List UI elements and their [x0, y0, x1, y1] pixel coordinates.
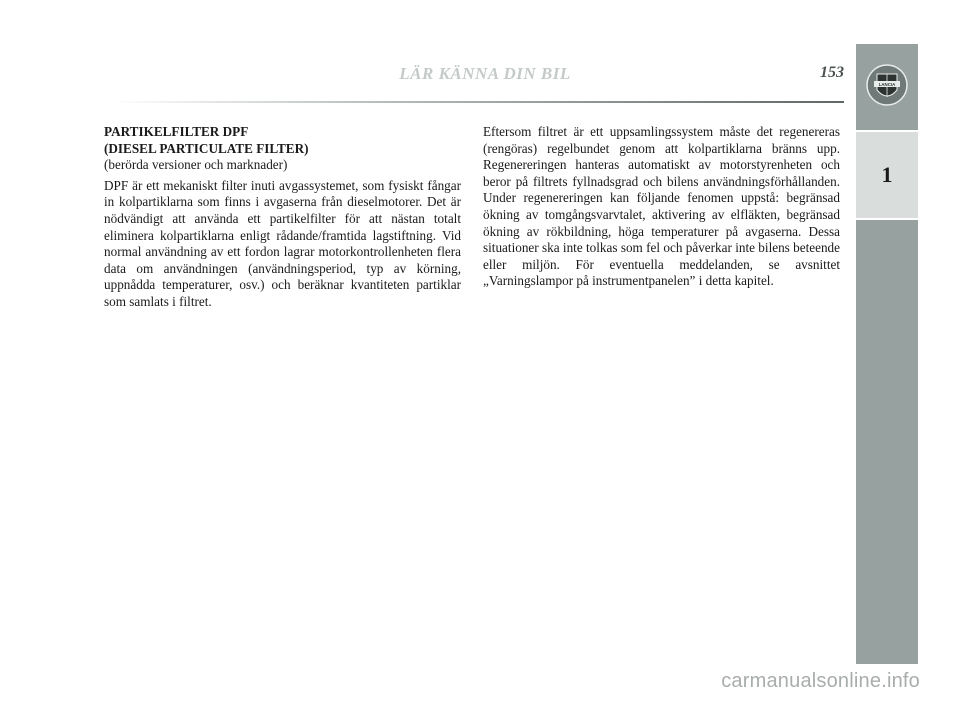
lancia-shield-icon	[865, 60, 909, 110]
left-column	[104, 124, 461, 311]
logo-container	[856, 44, 918, 126]
section-subheading: (berörda versioner och marknader)	[104, 157, 288, 173]
chapter-number: 1	[856, 130, 918, 220]
header-rule	[112, 101, 844, 103]
watermark: carmanualsonline.info	[721, 670, 920, 692]
page-number: 153	[820, 64, 844, 81]
chapter-side-tab	[856, 44, 918, 664]
right-body-paragraph: Eftersom filtret är ett uppsamlingssystem måste det regenereras (rengöras) regelbundet genom att kolpartiklarna bränns upp. Regenereringen hanteras automatiskt av motorstyrenheten och beror på filtrets fyllnadsgrad och bilens användningsförhållanden. Under regenereringen kan följande fenomen uppstå: begränsad ökning av tomgångsvarvtalet, aktivering av elfläkten, begränsad ökning av rökbildning, höga temperaturer på avgaserna. Dessa situationer ska inte tolkas som fel och påverkar inte bilens beteende eller miljön. För eventuella meddelanden, se avsnittet „Varningslampor på instrumentpanelen” i detta kapitel.	[483, 124, 840, 289]
section-heading-line1: PARTIKELFILTER DPF	[104, 124, 249, 139]
section-heading-line2: (DIESEL PARTICULATE FILTER)	[104, 140, 309, 156]
right-column	[483, 124, 840, 290]
running-head: LÄR KÄNNA DIN BIL	[399, 64, 571, 83]
left-body-paragraph: DPF är ett mekaniskt filter inuti avgassystemet, som fysiskt fångar in kolpartiklarna som finns i avgaserna från dieselmotorer. Det är nödvändigt att använda ett partikelfilter för att nästan totalt eliminera kolpartiklarna enligt rådande/framtida lagstiftning. Vid normal användning av ett fordon lagrar motorkontrollenheten flera data om användningen (användningsperiod, typ av körning, uppnådda temperaturer, osv.) och beräknar kvantiteten partiklar som samlats i filtret.	[104, 177, 461, 309]
logo-text: LANCIA	[878, 82, 896, 87]
